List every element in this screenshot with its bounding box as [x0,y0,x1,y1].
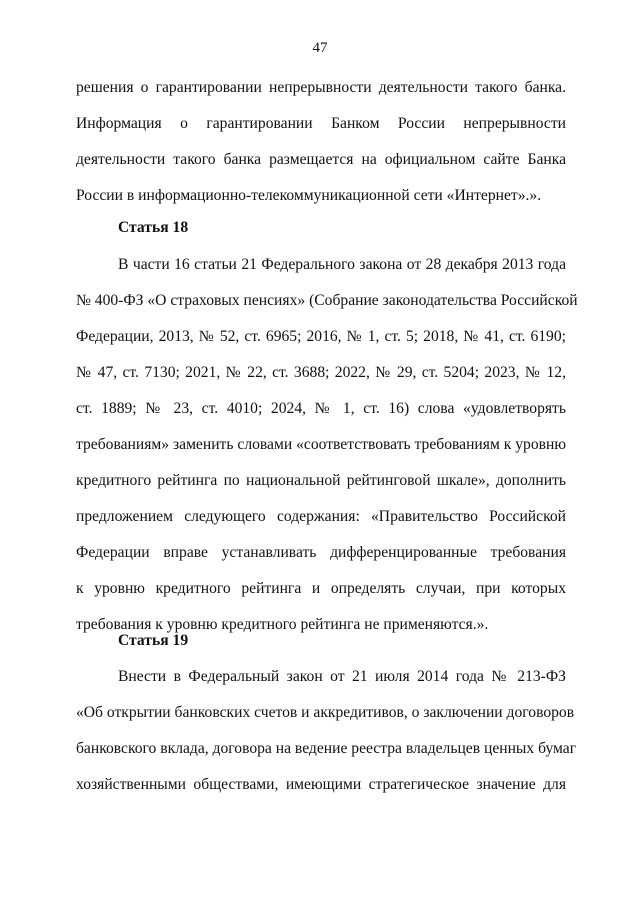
page-number: 47 [312,40,328,56]
text-line: к уровню кредитного рейтинга и определять случаи, при которых [76,580,566,597]
text-line: Внести в Федеральный закон от 21 июля 2014 года № 213-ФЗ [118,668,566,685]
text-line: В части 16 статьи 21 Федерального закона от 28 декабря 2013 года [118,256,566,273]
article-heading: Статья 18 [118,219,189,236]
text-line: деятельности такого банка размещается на официальном сайте Банка [76,151,566,168]
text-line: № 400-ФЗ «О страховых пенсиях» (Собрание законодательства Российской [76,292,578,309]
text-line: хозяйственными обществами, имеющими стратегическое значение для [76,776,566,793]
text-line: банковского вклада, договора на ведение реестра владельцев ценных бумаг [76,740,577,757]
text-line: «Об открытии банковских счетов и аккредитивов, о заключении договоров [76,704,575,721]
text-line: Федерации вправе устанавливать дифференцированные требования [76,544,566,561]
text-line: Информация о гарантировании Банком России непрерывности [76,115,566,132]
text-line: № 47, ст. 7130; 2021, № 22, ст. 3688; 2022, № 29, ст. 5204; 2023, № 12, [76,364,566,381]
text-line: требованиям» заменить словами «соответствовать требованиям к уровню [76,436,566,453]
text-line: требования к уровню кредитного рейтинга не применяются.». [76,616,489,633]
text-line: решения о гарантировании непрерывности деятельности такого банка. [76,79,566,96]
text-line: ст. 1889; № 23, ст. 4010; 2024, № 1, ст. 16) слова «удовлетворять [76,400,566,417]
article-heading: Статья 19 [118,632,189,649]
text-line: России в информационно-телекоммуникационной сети «Интернет».». [76,187,542,204]
text-line: предложением следующего содержания: «Правительство Российской [76,508,566,525]
text-line: кредитного рейтинга по национальной рейтинговой шкале», дополнить [76,472,566,489]
text-line: Федерации, 2013, № 52, ст. 6965; 2016, № 1, ст. 5; 2018, № 41, ст. 6190; [76,328,566,345]
